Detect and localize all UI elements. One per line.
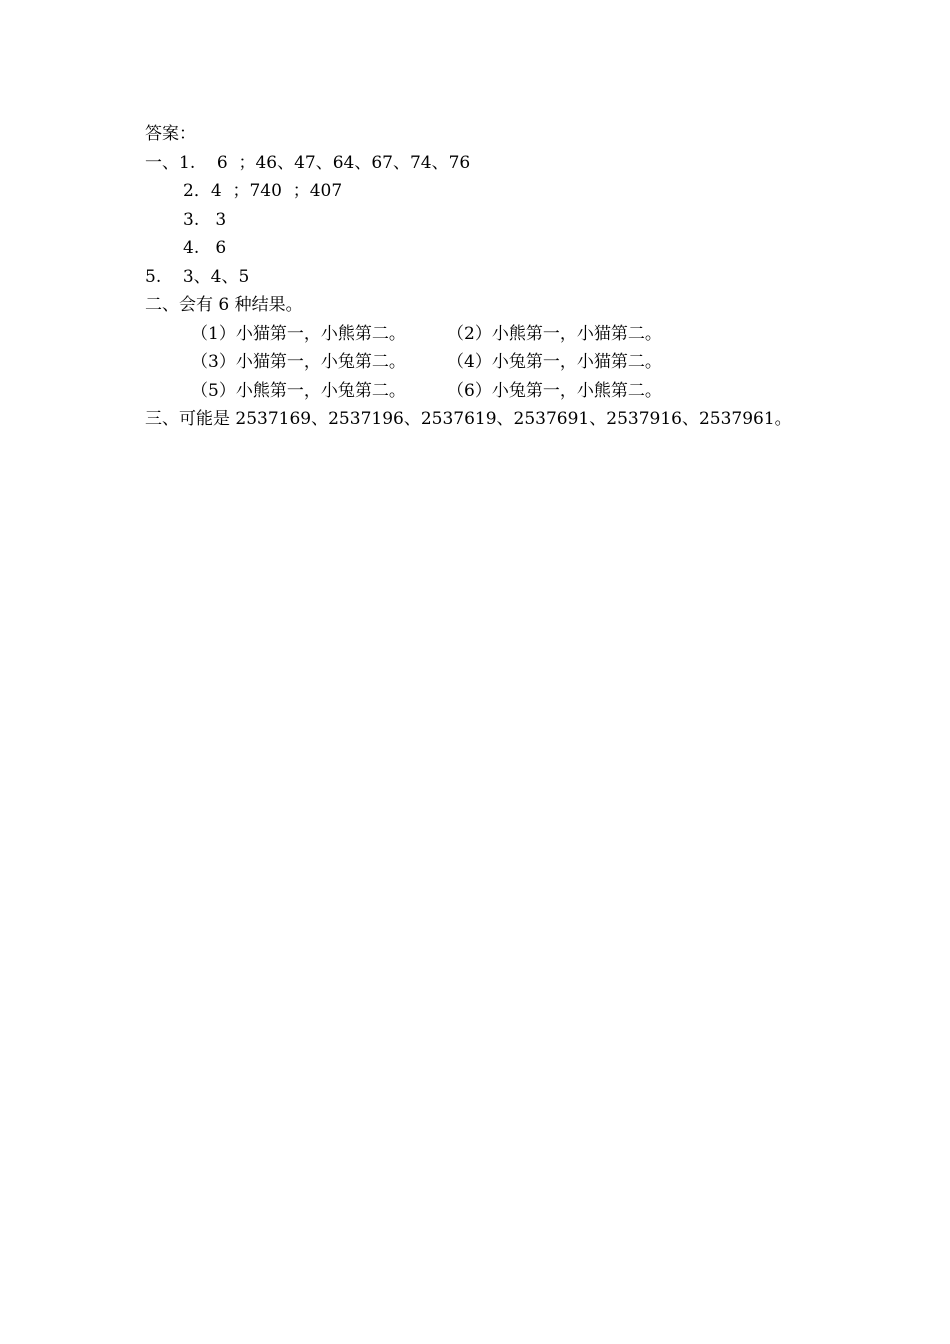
answer-1-1: 一、1. 6 ；46、47、64、67、74、76 bbox=[145, 152, 471, 173]
result-row bbox=[145, 320, 845, 349]
result-item: （1）小猫第一，小熊第二。 bbox=[191, 323, 406, 344]
result-row bbox=[145, 377, 845, 406]
result-item: （3）小猫第一，小兔第二。 bbox=[191, 352, 406, 372]
result-item: （5）小熊第一，小兔第二。 bbox=[191, 380, 406, 401]
answer-1-3: 3. 3 bbox=[183, 209, 227, 230]
answer-1-5: 5. 3、4、5 bbox=[145, 266, 250, 287]
answer-1-2: 2．4 ；740 ；407 bbox=[183, 181, 343, 201]
result-item: （4）小兔第一，小猫第二。 bbox=[447, 352, 662, 372]
answers-title: 答案： bbox=[145, 124, 196, 144]
result-item: （6）小兔第一，小熊第二。 bbox=[447, 380, 662, 401]
answer-3: 三、可能是 2537169、2537196、2537619、2537691、2537916、2537961。 bbox=[145, 409, 792, 429]
result-row bbox=[145, 348, 845, 377]
answer-document bbox=[145, 120, 845, 434]
answer-1-4: 4. 6 bbox=[183, 238, 227, 258]
answer-2-heading: 二、会有 6 种结果。 bbox=[145, 295, 303, 315]
result-item: （2）小熊第一，小猫第二。 bbox=[447, 323, 662, 344]
